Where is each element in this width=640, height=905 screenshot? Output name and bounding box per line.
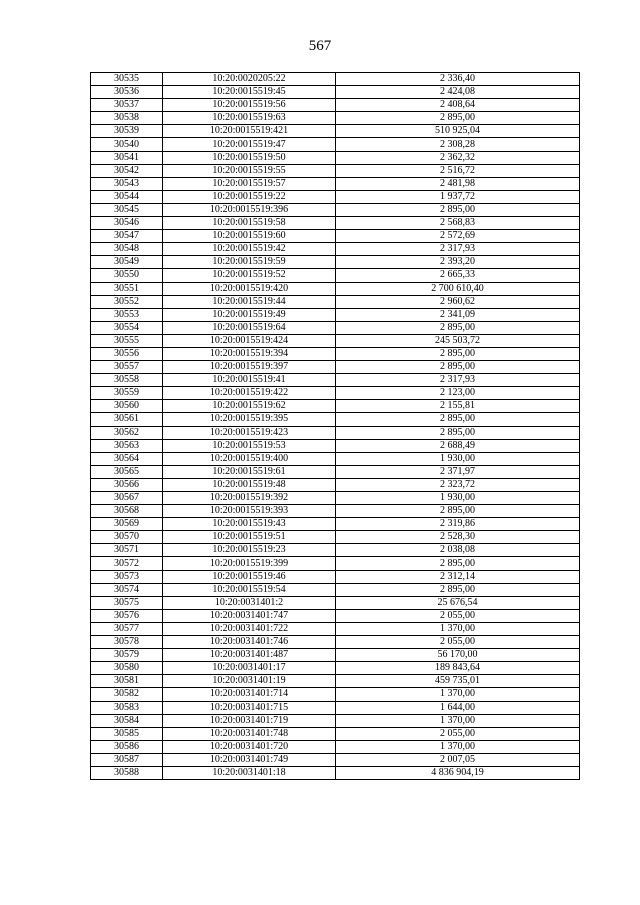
value-cell: 2 362,32 [336, 151, 580, 164]
cadastral-number-cell: 10:20:0015519:47 [163, 138, 336, 151]
value-cell: 2 700 610,40 [336, 282, 580, 295]
record-number-cell: 30572 [91, 557, 163, 570]
record-number-cell: 30583 [91, 701, 163, 714]
value-cell: 459 735,01 [336, 675, 580, 688]
cadastral-number-cell: 10:20:0015519:45 [163, 86, 336, 99]
cadastral-number-cell: 10:20:0015519:392 [163, 492, 336, 505]
table-row [91, 557, 580, 570]
value-cell: 2 055,00 [336, 609, 580, 622]
value-cell: 2 055,00 [336, 636, 580, 649]
cadastral-number-cell: 10:20:0015519:54 [163, 583, 336, 596]
value-cell: 1 370,00 [336, 740, 580, 753]
record-number-cell: 30539 [91, 125, 163, 138]
value-cell: 2 528,30 [336, 531, 580, 544]
record-number-cell: 30571 [91, 544, 163, 557]
record-number-cell: 30543 [91, 177, 163, 190]
value-cell: 245 503,72 [336, 334, 580, 347]
record-number-cell: 30557 [91, 361, 163, 374]
value-cell: 189 843,64 [336, 662, 580, 675]
record-number-cell: 30569 [91, 518, 163, 531]
cadastral-number-cell: 10:20:0015519:41 [163, 374, 336, 387]
table-row [91, 73, 580, 86]
value-cell: 2 323,72 [336, 478, 580, 491]
table-row [91, 361, 580, 374]
value-cell: 2 055,00 [336, 727, 580, 740]
value-cell: 2 408,64 [336, 99, 580, 112]
record-number-cell: 30545 [91, 203, 163, 216]
record-number-cell: 30546 [91, 217, 163, 230]
value-cell: 2 895,00 [336, 203, 580, 216]
value-cell: 56 170,00 [336, 649, 580, 662]
cadastral-number-cell: 10:20:0031401:749 [163, 753, 336, 766]
value-cell: 2 516,72 [336, 164, 580, 177]
value-cell: 1 370,00 [336, 688, 580, 701]
table-row [91, 387, 580, 400]
table-row [91, 334, 580, 347]
table-row [91, 701, 580, 714]
value-cell: 2 393,20 [336, 256, 580, 269]
record-number-cell: 30548 [91, 243, 163, 256]
record-number-cell: 30551 [91, 282, 163, 295]
cadastral-number-cell: 10:20:0015519:57 [163, 177, 336, 190]
value-cell: 2 007,05 [336, 753, 580, 766]
table-row [91, 753, 580, 766]
table-row [91, 766, 580, 779]
table-row [91, 544, 580, 557]
cadastral-number-cell: 10:20:0015519:63 [163, 112, 336, 125]
table-row [91, 282, 580, 295]
cadastral-number-cell: 10:20:0031401:487 [163, 649, 336, 662]
record-number-cell: 30577 [91, 622, 163, 635]
cadastral-number-cell: 10:20:0015519:52 [163, 269, 336, 282]
cadastral-number-cell: 10:20:0015519:56 [163, 99, 336, 112]
record-number-cell: 30567 [91, 492, 163, 505]
cadastral-number-cell: 10:20:0031401:17 [163, 662, 336, 675]
table-row [91, 583, 580, 596]
record-number-cell: 30536 [91, 86, 163, 99]
value-cell: 2 960,62 [336, 295, 580, 308]
cadastral-number-cell: 10:20:0015519:42 [163, 243, 336, 256]
cadastral-number-cell: 10:20:0015519:423 [163, 426, 336, 439]
table-row [91, 492, 580, 505]
cadastral-number-cell: 10:20:0015519:396 [163, 203, 336, 216]
cadastral-number-cell: 10:20:0015519:51 [163, 531, 336, 544]
table-row [91, 478, 580, 491]
table-row [91, 570, 580, 583]
table-row [91, 675, 580, 688]
table-row [91, 256, 580, 269]
record-number-cell: 30556 [91, 347, 163, 360]
cadastral-number-cell: 10:20:0015519:424 [163, 334, 336, 347]
record-number-cell: 30570 [91, 531, 163, 544]
table-row [91, 243, 580, 256]
table-row [91, 636, 580, 649]
cadastral-number-cell: 10:20:0031401:720 [163, 740, 336, 753]
value-cell: 2 895,00 [336, 347, 580, 360]
record-number-cell: 30555 [91, 334, 163, 347]
cadastral-number-cell: 10:20:0015519:62 [163, 400, 336, 413]
record-number-cell: 30582 [91, 688, 163, 701]
record-number-cell: 30549 [91, 256, 163, 269]
cadastral-number-cell: 10:20:0015519:60 [163, 230, 336, 243]
value-cell: 2 312,14 [336, 570, 580, 583]
record-number-cell: 30541 [91, 151, 163, 164]
table-row [91, 740, 580, 753]
value-cell: 2 319,86 [336, 518, 580, 531]
record-number-cell: 30585 [91, 727, 163, 740]
registry-table-body [91, 73, 580, 780]
value-cell: 2 895,00 [336, 426, 580, 439]
record-number-cell: 30578 [91, 636, 163, 649]
value-cell: 1 370,00 [336, 622, 580, 635]
record-number-cell: 30561 [91, 413, 163, 426]
cadastral-number-cell: 10:20:0031401:719 [163, 714, 336, 727]
cadastral-number-cell: 10:20:0015519:55 [163, 164, 336, 177]
cadastral-number-cell: 10:20:0015519:22 [163, 190, 336, 203]
value-cell: 1 930,00 [336, 452, 580, 465]
table-row [91, 596, 580, 609]
table-row [91, 727, 580, 740]
cadastral-number-cell: 10:20:0031401:714 [163, 688, 336, 701]
page-number: 567 [308, 38, 332, 54]
table-row [91, 295, 580, 308]
record-number-cell: 30562 [91, 426, 163, 439]
table-row [91, 374, 580, 387]
cadastral-number-cell: 10:20:0015519:46 [163, 570, 336, 583]
value-cell: 2 688,49 [336, 439, 580, 452]
record-number-cell: 30537 [91, 99, 163, 112]
table-row [91, 217, 580, 230]
table-row [91, 86, 580, 99]
table-row [91, 439, 580, 452]
value-cell: 2 336,40 [336, 73, 580, 86]
table-row [91, 622, 580, 635]
cadastral-number-cell: 10:20:0015519:58 [163, 217, 336, 230]
value-cell: 2 424,08 [336, 86, 580, 99]
table-row [91, 230, 580, 243]
table-row [91, 505, 580, 518]
record-number-cell: 30586 [91, 740, 163, 753]
cadastral-number-cell: 10:20:0015519:420 [163, 282, 336, 295]
record-number-cell: 30538 [91, 112, 163, 125]
cadastral-number-cell: 10:20:0031401:18 [163, 766, 336, 779]
value-cell: 2 895,00 [336, 557, 580, 570]
value-cell: 510 925,04 [336, 125, 580, 138]
record-number-cell: 30576 [91, 609, 163, 622]
cadastral-number-cell: 10:20:0015519:23 [163, 544, 336, 557]
value-cell: 2 038,08 [336, 544, 580, 557]
record-number-cell: 30540 [91, 138, 163, 151]
table-row [91, 269, 580, 282]
record-number-cell: 30574 [91, 583, 163, 596]
value-cell: 2 481,98 [336, 177, 580, 190]
cadastral-number-cell: 10:20:0015519:61 [163, 465, 336, 478]
record-number-cell: 30563 [91, 439, 163, 452]
cadastral-number-cell: 10:20:0015519:59 [163, 256, 336, 269]
table-row [91, 531, 580, 544]
table-row [91, 177, 580, 190]
cadastral-number-cell: 10:20:0015519:44 [163, 295, 336, 308]
value-cell: 1 370,00 [336, 714, 580, 727]
record-number-cell: 30580 [91, 662, 163, 675]
cadastral-number-cell: 10:20:0031401:748 [163, 727, 336, 740]
cadastral-number-cell: 10:20:0031401:19 [163, 675, 336, 688]
cadastral-number-cell: 10:20:0015519:394 [163, 347, 336, 360]
record-number-cell: 30565 [91, 465, 163, 478]
record-number-cell: 30575 [91, 596, 163, 609]
cadastral-number-cell: 10:20:0015519:53 [163, 439, 336, 452]
value-cell: 2 317,93 [336, 374, 580, 387]
value-cell: 25 676,54 [336, 596, 580, 609]
value-cell: 2 895,00 [336, 112, 580, 125]
table-row [91, 714, 580, 727]
record-number-cell: 30560 [91, 400, 163, 413]
value-cell: 2 371,97 [336, 465, 580, 478]
table-row [91, 452, 580, 465]
cadastral-number-cell: 10:20:0015519:393 [163, 505, 336, 518]
table-row [91, 151, 580, 164]
table-row [91, 609, 580, 622]
cadastral-number-cell: 10:20:0015519:43 [163, 518, 336, 531]
record-number-cell: 30587 [91, 753, 163, 766]
record-number-cell: 30550 [91, 269, 163, 282]
cadastral-number-cell: 10:20:0015519:422 [163, 387, 336, 400]
value-cell: 2 895,00 [336, 413, 580, 426]
record-number-cell: 30542 [91, 164, 163, 177]
cadastral-number-cell: 10:20:0020205:22 [163, 73, 336, 86]
cadastral-number-cell: 10:20:0015519:421 [163, 125, 336, 138]
cadastral-number-cell: 10:20:0031401:722 [163, 622, 336, 635]
value-cell: 2 341,09 [336, 308, 580, 321]
record-number-cell: 30564 [91, 452, 163, 465]
value-cell: 1 937,72 [336, 190, 580, 203]
table-row [91, 308, 580, 321]
table-row [91, 138, 580, 151]
value-cell: 2 895,00 [336, 321, 580, 334]
record-number-cell: 30544 [91, 190, 163, 203]
cadastral-number-cell: 10:20:0015519:50 [163, 151, 336, 164]
value-cell: 2 895,00 [336, 505, 580, 518]
record-number-cell: 30559 [91, 387, 163, 400]
value-cell: 2 895,00 [336, 361, 580, 374]
cadastral-number-cell: 10:20:0015519:397 [163, 361, 336, 374]
table-row [91, 426, 580, 439]
record-number-cell: 30553 [91, 308, 163, 321]
value-cell: 4 836 904,19 [336, 766, 580, 779]
record-number-cell: 30535 [91, 73, 163, 86]
table-row [91, 413, 580, 426]
table-row [91, 465, 580, 478]
value-cell: 2 665,33 [336, 269, 580, 282]
table-row [91, 125, 580, 138]
table-row [91, 688, 580, 701]
record-number-cell: 30558 [91, 374, 163, 387]
value-cell: 2 155,81 [336, 400, 580, 413]
value-cell: 2 123,00 [336, 387, 580, 400]
value-cell: 2 308,28 [336, 138, 580, 151]
record-number-cell: 30579 [91, 649, 163, 662]
record-number-cell: 30552 [91, 295, 163, 308]
value-cell: 2 895,00 [336, 583, 580, 596]
table-row [91, 203, 580, 216]
value-cell: 2 572,69 [336, 230, 580, 243]
cadastral-number-cell: 10:20:0031401:747 [163, 609, 336, 622]
value-cell: 1 930,00 [336, 492, 580, 505]
table-row [91, 164, 580, 177]
record-number-cell: 30566 [91, 478, 163, 491]
table-row [91, 518, 580, 531]
table-row [91, 99, 580, 112]
cadastral-number-cell: 10:20:0015519:49 [163, 308, 336, 321]
record-number-cell: 30554 [91, 321, 163, 334]
table-row [91, 190, 580, 203]
cadastral-number-cell: 10:20:0031401:746 [163, 636, 336, 649]
value-cell: 2 568,83 [336, 217, 580, 230]
value-cell: 1 644,00 [336, 701, 580, 714]
record-number-cell: 30588 [91, 766, 163, 779]
cadastral-number-cell: 10:20:0031401:715 [163, 701, 336, 714]
cadastral-number-cell: 10:20:0015519:400 [163, 452, 336, 465]
table-row [91, 662, 580, 675]
cadastral-number-cell: 10:20:0015519:48 [163, 478, 336, 491]
table-row [91, 400, 580, 413]
record-number-cell: 30581 [91, 675, 163, 688]
record-number-cell: 30584 [91, 714, 163, 727]
cadastral-number-cell: 10:20:0015519:395 [163, 413, 336, 426]
cadastral-number-cell: 10:20:0015519:399 [163, 557, 336, 570]
cadastral-number-cell: 10:20:0015519:64 [163, 321, 336, 334]
record-number-cell: 30547 [91, 230, 163, 243]
registry-table [90, 72, 580, 780]
cadastral-number-cell: 10:20:0031401:2 [163, 596, 336, 609]
record-number-cell: 30573 [91, 570, 163, 583]
table-row [91, 112, 580, 125]
table-row [91, 649, 580, 662]
value-cell: 2 317,93 [336, 243, 580, 256]
table-row [91, 347, 580, 360]
record-number-cell: 30568 [91, 505, 163, 518]
table-row [91, 321, 580, 334]
